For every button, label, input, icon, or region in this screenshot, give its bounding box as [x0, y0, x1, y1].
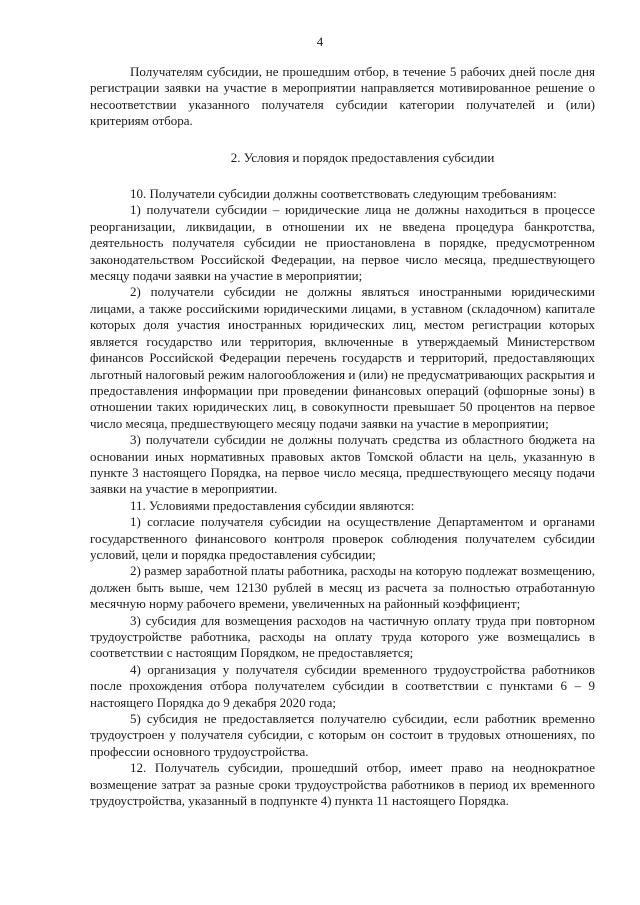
- section-heading: 2. Условия и порядок предоставления субсидии: [230, 149, 495, 165]
- intro-paragraph: Получателям субсидии, не прошедшим отбор, в течение 5 рабочих дней после дня регистрации заявки на участие в мероприятии направляется мотивированное решение о несоответствии указанного получателя субсидии категории получателей и (или) критериям отбора.: [90, 64, 595, 129]
- paragraph-10-item-1: 1) получатели субсидии – юридические лица не должны находиться в процессе реорганизации, ликвидации, в отношении их не введена процедура банкротства, деятельность получателя субсидии не приостановлена в порядке, предусмотренном законодательством Российской Федерации, на первое число месяца, предшествующего месяцу подачи заявки на участие в мероприятии;: [90, 202, 595, 284]
- paragraph-12: 12. Получатель субсидии, прошедший отбор, имеет право на неоднократное возмещение затрат за разные сроки трудоустройства работников в период их временного трудоустройства, указанный в подпункте 4) пункта 11 настоящего Порядка.: [90, 760, 595, 809]
- paragraph-10-item-3: 3) получатели субсидии не должны получать средства из областного бюджета на основании иных нормативных правовых актов Томской области на цель, указанную в пункте 3 настоящего Порядка, на первое число месяца, предшествующего месяцу подачи заявки на участие в мероприятии.: [90, 432, 595, 497]
- page-number: 4: [316, 34, 324, 49]
- paragraph-11: 11. Условиями предоставления субсидии являются:: [130, 497, 415, 513]
- document-body: [90, 64, 595, 809]
- paragraph-11-item-3: 3) субсидия для возмещения расходов на частичную оплату труда при повторном трудоустройстве работника, расходы на оплату труда которого уже возмещались в соответствии с настоящим Порядком, не предоставляется;: [90, 612, 595, 661]
- paragraph-10-item-2: 2) получатели субсидии не должны являться иностранными юридическими лицами, а также российскими юридическими лицами, в уставном (складочном) капитале которых доля участия иностранных юридических лиц, местом регистрации которых является государство или территория, включенные в утверждаемый Министерством финансов Российской Федерации перечень государств и территорий, предоставляющих льготный налоговый режим налогообложения и (или) не предусматривающих раскрытия и предоставления информации при проведении финансовых операций (офшорные зоны) в отношении таких юридических лиц, в совокупности превышает 50 процентов на первое число месяца, предшествующего месяцу подачи заявки на участие в мероприятии;: [90, 284, 595, 431]
- paragraph-11-item-2: 2) размер заработной платы работника, расходы на которую подлежат возмещению, должен быть выше, чем 12130 рублей в месяц из расчета за полностью отработанную месячную норму рабочего времени, увеличенных на районный коэффициент;: [90, 563, 595, 612]
- paragraph-10: 10. Получатели субсидии должны соответствовать следующим требованиям:: [130, 186, 557, 202]
- paragraph-11-item-5: 5) субсидия не предоставляется получателю субсидии, если работник временно трудоустроен у получателя субсидии, с которым он состоит в трудовых отношениях, по профессии основного трудоустройства.: [90, 711, 595, 759]
- paragraph-11-item-4: 4) организация у получателя субсидии временного трудоустройства работников после прохождения отбора получателем субсидии в соответствии с пунктами 6 – 9 настоящего Порядка до 9 декабря 2020 года;: [90, 661, 595, 710]
- paragraph-11-item-1: 1) согласие получателя субсидии на осуществление Департаментом и органами государственного финансового контроля проверок соблюдения получателем субсидии условий, цели и порядка предоставления субсидии;: [90, 514, 595, 562]
